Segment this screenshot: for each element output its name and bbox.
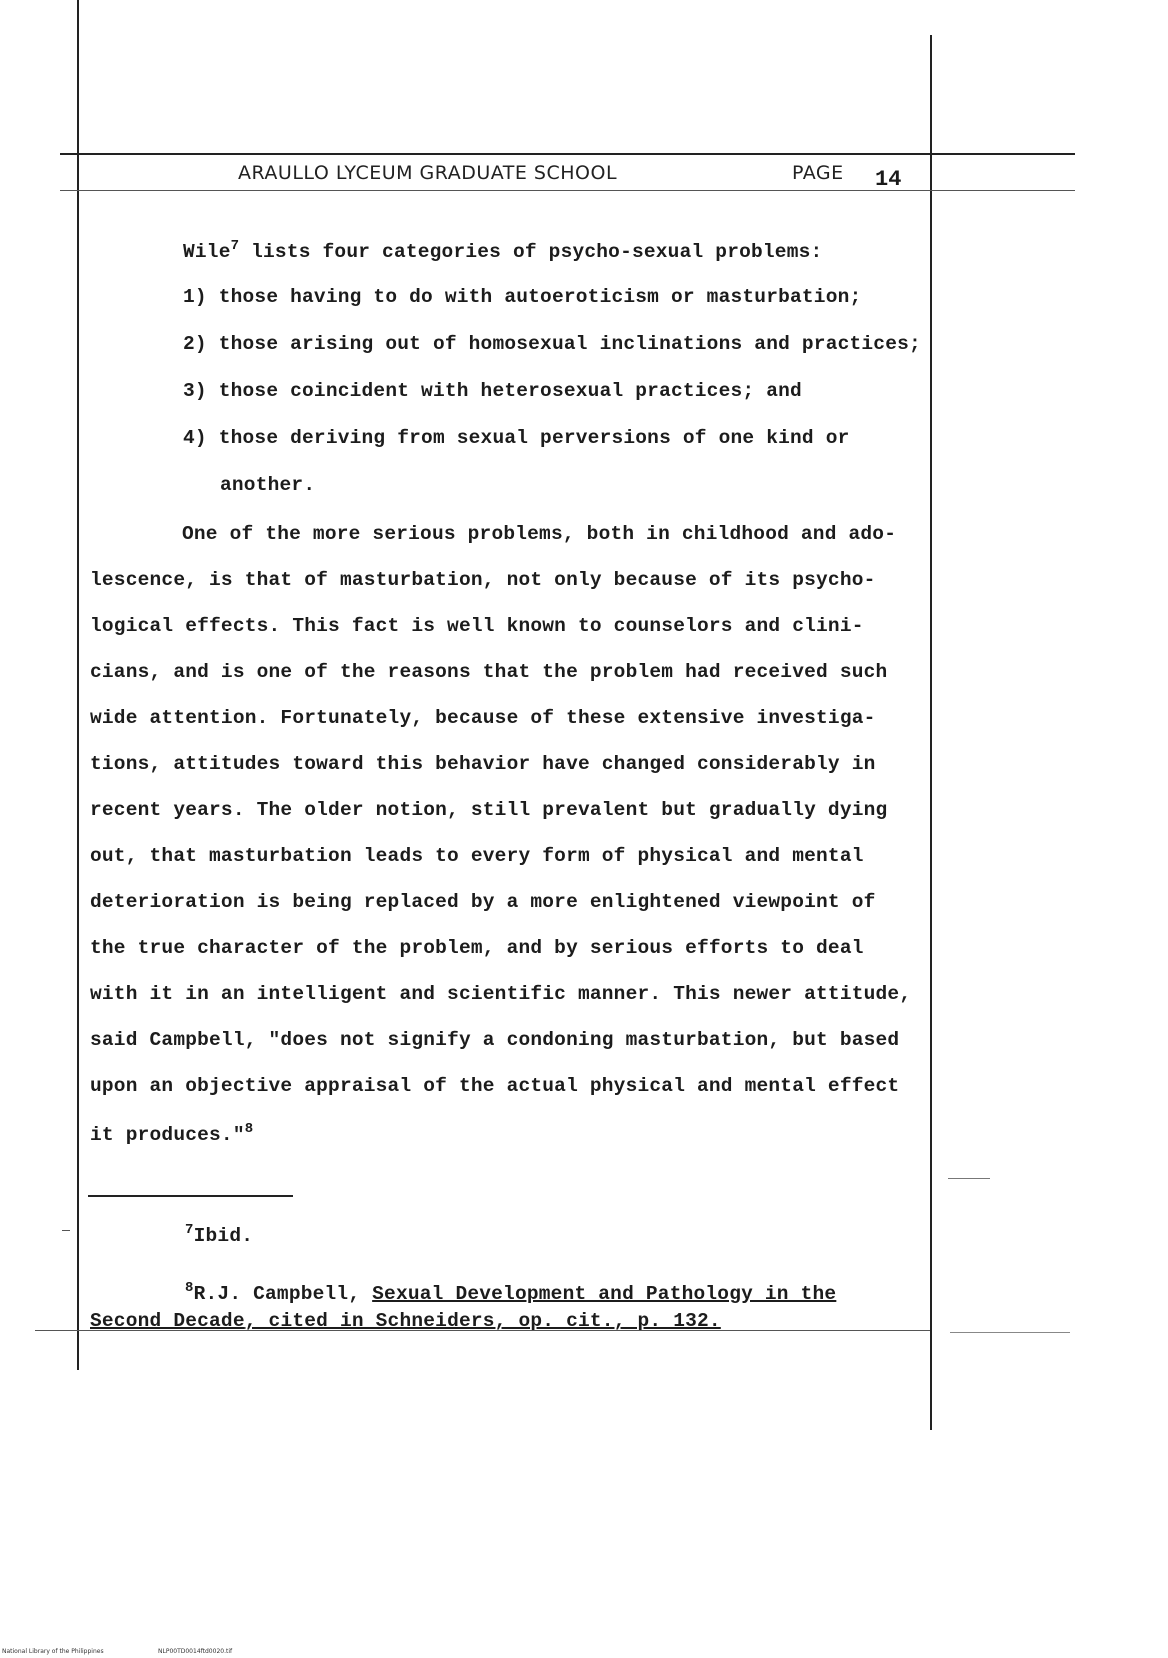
footnote-8-author: R.J. Campbell, — [193, 1283, 373, 1305]
intro-text: lists four categories of psycho-sexual problems: — [239, 241, 823, 263]
header-bottom-rule — [60, 190, 1075, 191]
scan-library-label: National Library of the Philippines — [2, 1648, 104, 1655]
page-number: 14 — [875, 167, 902, 192]
last-line-text: it produces." — [90, 1124, 245, 1146]
list-item: 3) those coincident with heterosexual practices; and — [183, 380, 802, 402]
paragraph-line: lescence, is that of masturbation, not only because of its psycho- — [90, 569, 876, 591]
scan-file-label: NLP00TD0014ftd0020.tif — [158, 1648, 233, 1655]
left-tick-mark — [62, 1230, 70, 1231]
paragraph-line: wide attention. Fortunately, because of these extensive investiga- — [90, 707, 876, 729]
footnote-ref-7: 7 — [230, 238, 240, 254]
paragraph-line: recent years. The older notion, still prevalent but gradually dying — [90, 799, 888, 821]
list-item: 2) those arising out of homosexual inclinations and practices; — [183, 333, 921, 355]
intro-line — [183, 238, 822, 263]
list-item: 4) those deriving from sexual perversions of one kind or — [183, 427, 850, 449]
footnote-8-citation: , cited in Schneiders, op. cit., p. 132. — [244, 1310, 721, 1332]
header-top-rule — [60, 153, 1075, 155]
paragraph-line: One of the more serious problems, both in childhood and ado- — [182, 523, 897, 545]
footnote-8-title-cont: Second Decade — [90, 1310, 245, 1332]
school-header: ARAULLO LYCEUM GRADUATE SCHOOL — [238, 162, 618, 184]
footnote-7-number: 7 — [185, 1222, 194, 1238]
paragraph-line: upon an objective appraisal of the actual physical and mental effect — [90, 1075, 900, 1097]
paragraph-line: tions, attitudes toward this behavior have changed considerably in — [90, 753, 876, 775]
left-margin-rule — [77, 0, 79, 1370]
footnote-7-text: Ibid. — [193, 1225, 254, 1247]
paragraph-line: deterioration is being replaced by a more enlightened viewpoint of — [90, 891, 876, 913]
paragraph-line: the true character of the problem, and by serious efforts to deal — [90, 937, 864, 959]
footnote-8-number: 8 — [185, 1280, 194, 1296]
paragraph-last-line — [90, 1121, 253, 1146]
paragraph-line: cians, and is one of the reasons that the problem had received such — [90, 661, 888, 683]
paragraph-line: said Campbell, "does not signify a condoning masturbation, but based — [90, 1029, 900, 1051]
footnote-separator — [88, 1195, 293, 1197]
bottom-right-tick — [950, 1332, 1070, 1333]
list-item: 1) those having to do with autoeroticism or masturbation; — [183, 286, 862, 308]
footnote-ref-8: 8 — [244, 1121, 254, 1137]
right-dash-mark — [948, 1178, 990, 1179]
page-label: PAGE — [792, 162, 844, 184]
footnote-8-continuation — [90, 1310, 721, 1332]
paragraph-line: with it in an intelligent and scientific manner. This newer attitude, — [90, 983, 912, 1005]
intro-author: Wile — [183, 241, 231, 263]
footnote-8-title: Sexual Development and Pathology in the — [372, 1283, 837, 1305]
footnote-7 — [185, 1222, 253, 1247]
paragraph-line: out, that masturbation leads to every form of physical and mental — [90, 845, 864, 867]
paragraph-line: logical effects. This fact is well known to counselors and clini- — [90, 615, 864, 637]
right-margin-rule — [930, 35, 932, 1430]
footnote-8 — [185, 1280, 836, 1305]
list-item-continuation: another. — [220, 474, 316, 496]
